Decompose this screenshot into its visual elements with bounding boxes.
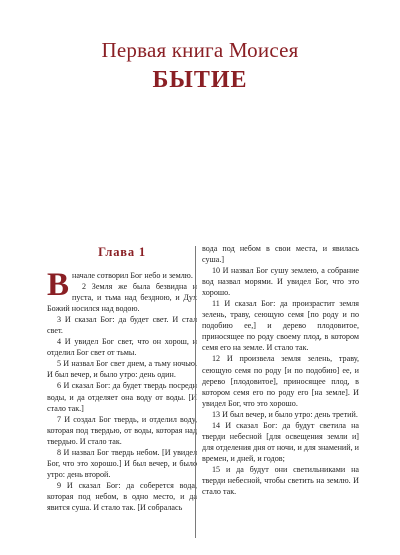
book-name: БЫТИЕ	[152, 67, 248, 93]
verse-text: началe сотворил Бог небо и землю.	[72, 271, 193, 280]
verse-11: 11 И сказал Бог: да произрастит земля зелень, траву, сеющую семя [по роду и по подобию ее,] и дерево плодовитое, приносящее по роду своему плод, в котором семя его на земле. И стало так.	[202, 299, 359, 353]
verse-5: 5 И назвал Бог свет днем, а тьму ночью. И был вечер, и было утро: день один.	[47, 359, 197, 380]
drop-cap: В	[47, 267, 70, 303]
verse-13: 13 И был вечер, и было утро: день третий.	[212, 409, 358, 419]
verse-15: 15 и да будут они светильниками на тверди небесной, чтобы светить на землю. И стало так.	[202, 464, 359, 497]
verse-14: 14 И сказал Бог: да будут светила на тверди небесной [для освещения земли и] для отделения дня от ночи, и для знамений, и времен, и дней, и годов;	[202, 420, 359, 463]
book-title: Первая книга Моисея	[101, 38, 299, 62]
verse-6: 6 И сказал Бог: да будет твердь посреди воды, и да отделяет она воду от воды. [И стало так.]	[47, 381, 197, 413]
verse-7: 7 И создал Бог твердь, и отделил воду, которая под твердью, от воды, которая над твердью. И стало так.	[47, 414, 197, 446]
verse-9: 9 И сказал Бог: да соберется вода, которая под небом, в одно место, и да явится суша. И стало так. [И собралась	[47, 480, 197, 512]
chapter-title: Глава 1	[98, 245, 146, 259]
verse-9-continued: вода под небом в свои места, и явилась суша.]	[202, 244, 359, 265]
right-column	[202, 243, 359, 497]
verse-8: 8 И назвал Бог твердь небом. [И увидел Бог, что это хорошо.] И был вечер, и было утро: день второй.	[47, 447, 197, 479]
left-column	[47, 244, 197, 513]
verse-2: 2 Земля же была безвидна и пуста, и тьма над бездною, и Дух Божий носился над водою.	[47, 282, 197, 314]
verse-4: 4 И увидел Бог свет, что он хорош, и отделил Бог свет от тьмы.	[47, 337, 197, 358]
verse-10: 10 И назвал Бог сушу землею, а собрание вод назвал морями. И увидел Бог, что это хорошо.	[202, 266, 359, 298]
verse-12: 12 И произвела земля зелень, траву, сеющую семя по роду [и по подобию] ее, и дерево [плодовитое], приносящее плод, в котором семя его по роду его [на земле]. И увидел Бог, что это хорошо.	[202, 354, 359, 408]
verse-3: 3 И сказал Бог: да будет свет. И стал свет.	[47, 315, 197, 336]
column-divider	[195, 246, 196, 538]
